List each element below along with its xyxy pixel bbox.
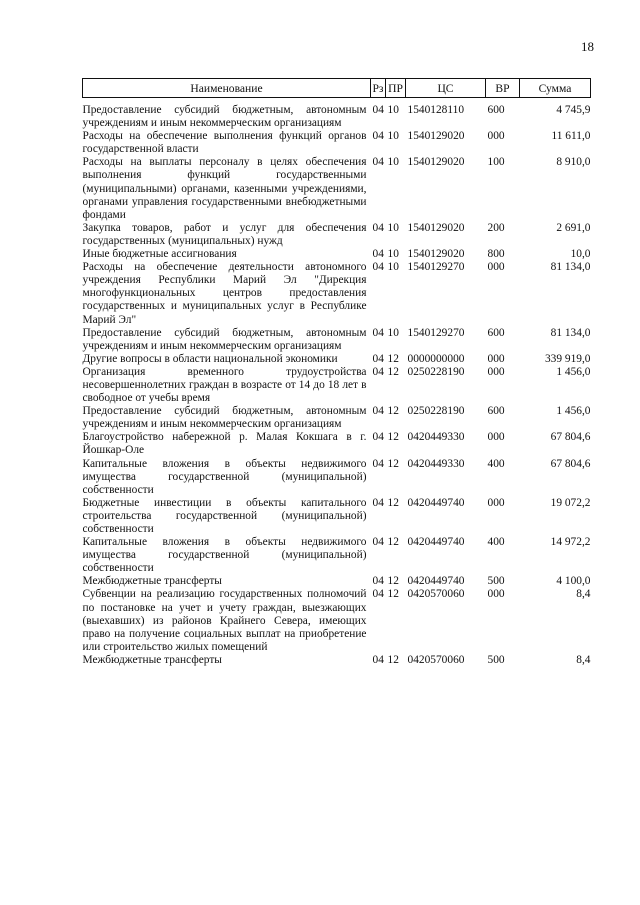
row-sum: 81 134,0 xyxy=(550,326,591,339)
row-vr: 100 xyxy=(487,156,505,169)
table-row xyxy=(83,536,591,575)
row-sum: 10,0 xyxy=(570,248,591,261)
table-body xyxy=(83,98,591,668)
table-row xyxy=(83,248,591,261)
row-name: Организация временного трудоустройства несовершеннолетних граждан в возрасте от 14 до 18 лет в свободное от учебы время xyxy=(82,365,367,405)
row-sum: 8,4 xyxy=(576,653,591,666)
row-pr: 10 xyxy=(387,248,399,261)
row-sum: 8,4 xyxy=(576,588,591,601)
header-row xyxy=(83,79,591,98)
row-sum: 339 919,0 xyxy=(544,352,591,365)
row-rz: 04 xyxy=(372,588,384,601)
row-name: Предоставление субсидий бюджетным, автономным учреждениям и иным некоммерческим организациям xyxy=(82,326,367,352)
row-vr: 400 xyxy=(487,536,505,549)
row-vr: 000 xyxy=(487,365,505,378)
row-pr: 12 xyxy=(387,575,399,588)
row-sum: 2 691,0 xyxy=(556,221,591,234)
table-row xyxy=(83,654,591,667)
row-name: Капитальные вложения в объекты недвижимого имущества государственной (муниципальной) собственности xyxy=(82,536,367,575)
row-sum: 1 456,0 xyxy=(556,365,591,378)
row-vr: 500 xyxy=(487,653,505,666)
row-rz: 04 xyxy=(372,653,384,666)
row-pr: 12 xyxy=(387,431,399,444)
row-sum: 1 456,0 xyxy=(556,405,591,418)
table-row xyxy=(83,458,591,497)
row-cs: 1540129270 xyxy=(407,326,465,339)
row-sum: 81 134,0 xyxy=(550,261,591,274)
row-name: Расходы на обеспечение деятельности автономного учреждения Республики Марий Эл "Дирекция многофункциональных центров предоставления государственных и муниципальных услуг в Республике Марий Эл" xyxy=(82,261,367,326)
header-rz: Рз xyxy=(371,79,386,98)
row-rz: 04 xyxy=(372,261,384,274)
row-name: Предоставление субсидий бюджетным, автономным учреждениям и иным некоммерческим организациям xyxy=(82,405,367,431)
row-pr: 10 xyxy=(387,156,399,169)
row-name: Расходы на выплаты персоналу в целях обеспечения выполнения функций государственными (муниципальными) органами, казенными учреждениями, органами управления государственными внебюджетными фондами xyxy=(82,156,367,221)
row-rz: 04 xyxy=(372,496,384,509)
table-row xyxy=(83,156,591,221)
row-vr: 600 xyxy=(487,326,505,339)
header-pr: ПР xyxy=(386,79,406,98)
row-cs: 0420449740 xyxy=(407,536,465,549)
table-row xyxy=(83,575,591,588)
table-row xyxy=(83,222,591,248)
table-row xyxy=(83,130,591,156)
row-rz: 04 xyxy=(372,221,384,234)
row-pr: 12 xyxy=(387,365,399,378)
row-rz: 04 xyxy=(372,457,384,470)
row-vr: 800 xyxy=(487,248,505,261)
row-pr: 10 xyxy=(387,261,399,274)
row-vr: 400 xyxy=(487,457,505,470)
row-cs: 1540128110 xyxy=(407,104,465,116)
row-name: Бюджетные инвестиции в объекты капитального строительства государственной (муниципальной) собственности xyxy=(82,496,367,535)
row-name: Субвенции на реализацию государственных полномочий по постановке на учет и учету граждан, выезжающих (выехавших) из районов Крайнего Севера, имеющих право на получение социальных выплат на приобретение или строительство жилых помещений xyxy=(82,588,367,653)
row-cs: 0420570060 xyxy=(407,588,465,601)
row-sum: 8 910,0 xyxy=(556,156,591,169)
row-sum: 19 072,2 xyxy=(550,496,591,509)
row-cs: 1540129020 xyxy=(407,130,465,143)
row-rz: 04 xyxy=(372,130,384,143)
row-cs: 1540129020 xyxy=(407,156,465,169)
row-rz: 04 xyxy=(372,156,384,169)
row-pr: 12 xyxy=(387,496,399,509)
table-row xyxy=(83,261,591,326)
table-row xyxy=(83,98,591,131)
row-cs: 0420449740 xyxy=(407,496,465,509)
row-cs: 0420570060 xyxy=(407,653,465,666)
row-rz: 04 xyxy=(372,248,384,261)
row-rz: 04 xyxy=(372,575,384,588)
page-number: 18 xyxy=(581,39,594,54)
row-cs: 1540129020 xyxy=(407,221,465,234)
row-vr: 000 xyxy=(487,496,505,509)
row-cs: 0420449330 xyxy=(407,457,465,470)
row-sum: 67 804,6 xyxy=(550,457,591,470)
row-rz: 04 xyxy=(372,365,384,378)
row-name: Иные бюджетные ассигнования xyxy=(82,248,237,261)
budget-table-container xyxy=(82,78,590,667)
table-row xyxy=(83,327,591,353)
table-row xyxy=(83,405,591,431)
row-vr: 500 xyxy=(487,575,505,588)
row-pr: 12 xyxy=(387,536,399,549)
row-pr: 10 xyxy=(387,326,399,339)
header-name: Наименование xyxy=(83,79,371,98)
row-name: Межбюджетные трансферты xyxy=(82,575,222,588)
table-header xyxy=(83,79,591,98)
row-rz: 04 xyxy=(372,352,384,365)
row-sum: 4 745,9 xyxy=(556,104,591,116)
row-name: Закупка товаров, работ и услуг для обеспечения государственных (муниципальных) нужд xyxy=(82,221,367,247)
row-name: Предоставление субсидий бюджетным, автономным учреждениям и иным некоммерческим организациям xyxy=(82,104,367,130)
row-name: Межбюджетные трансферты xyxy=(82,653,222,666)
row-sum: 4 100,0 xyxy=(556,575,591,588)
row-vr: 600 xyxy=(487,104,505,116)
row-pr: 12 xyxy=(387,588,399,601)
row-rz: 04 xyxy=(372,536,384,549)
row-vr: 200 xyxy=(487,221,505,234)
header-vr: ВР xyxy=(486,79,520,98)
row-vr: 000 xyxy=(487,130,505,143)
table-row xyxy=(83,366,591,405)
row-cs: 1540129270 xyxy=(407,261,465,274)
row-sum: 14 972,2 xyxy=(550,536,591,549)
row-vr: 000 xyxy=(487,431,505,444)
budget-table xyxy=(82,78,591,667)
row-pr: 10 xyxy=(387,221,399,234)
row-vr: 000 xyxy=(487,588,505,601)
row-sum: 67 804,6 xyxy=(550,431,591,444)
row-pr: 12 xyxy=(387,352,399,365)
row-pr: 12 xyxy=(387,653,399,666)
row-name: Расходы на обеспечение выполнения функций органов государственной власти xyxy=(82,130,367,156)
row-rz: 04 xyxy=(372,431,384,444)
row-name: Капитальные вложения в объекты недвижимого имущества государственной (муниципальной) собственности xyxy=(82,457,367,496)
header-cs: ЦС xyxy=(406,79,486,98)
table-row xyxy=(83,353,591,366)
row-cs: 1540129020 xyxy=(407,248,465,261)
row-pr: 10 xyxy=(387,130,399,143)
row-vr: 600 xyxy=(487,405,505,418)
row-cs: 0250228190 xyxy=(407,405,465,418)
row-pr: 10 xyxy=(387,104,399,116)
table-row xyxy=(83,588,591,653)
row-sum: 11 611,0 xyxy=(551,130,591,143)
row-pr: 12 xyxy=(387,405,399,418)
row-vr: 000 xyxy=(487,261,505,274)
row-cs: 0250228190 xyxy=(407,365,465,378)
row-name: Благоустройство набережной р. Малая Кокшага в г. Йошкар-Оле xyxy=(82,431,367,457)
row-pr: 12 xyxy=(387,457,399,470)
row-vr: 000 xyxy=(487,352,505,365)
row-rz: 04 xyxy=(372,104,384,116)
row-cs: 0000000000 xyxy=(407,352,465,365)
row-cs: 0420449740 xyxy=(407,575,465,588)
table-row xyxy=(83,431,591,457)
header-sum: Сумма xyxy=(520,79,591,98)
table-row xyxy=(83,497,591,536)
row-name: Другие вопросы в области национальной экономики xyxy=(82,352,338,365)
row-cs: 0420449330 xyxy=(407,431,465,444)
row-rz: 04 xyxy=(372,326,384,339)
row-rz: 04 xyxy=(372,405,384,418)
